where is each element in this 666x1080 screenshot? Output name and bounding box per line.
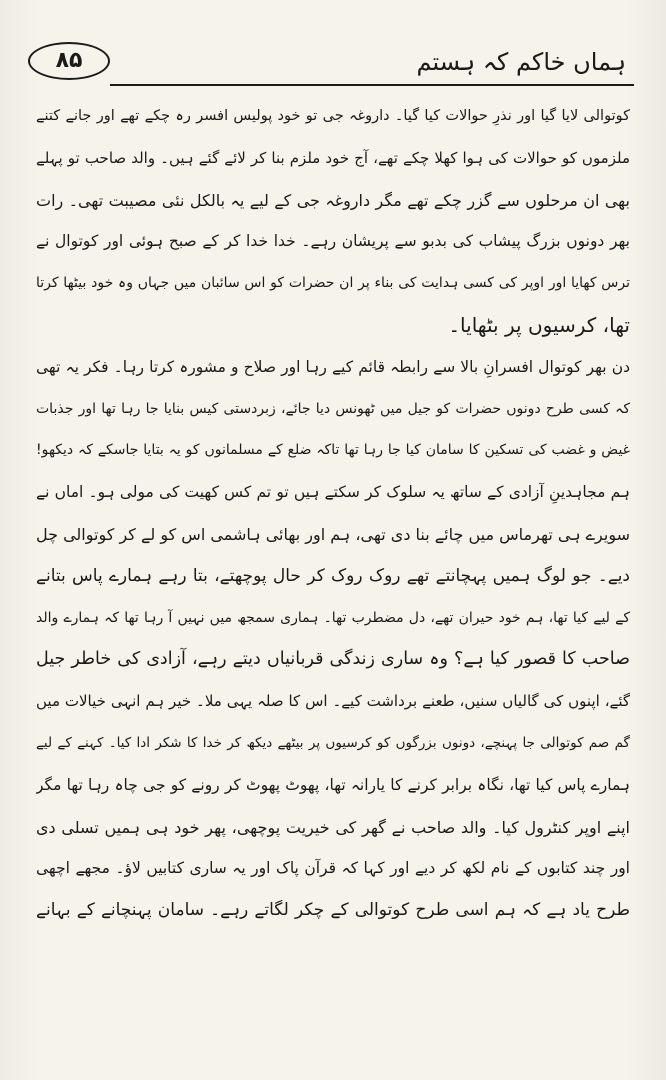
header-rule <box>110 84 634 86</box>
text-line: طرح یاد ہے کہ ہم اسی طرح کوتوالی کے چکر لگاتے رہے۔ سامان پہنچانے کے بہانے <box>36 900 630 921</box>
text-line: گئے، اپنوں کی گالیاں سنیں، طعنے برداشت کیے۔ اس کا صلہ یہی ملا۔ خیر ہم انہی خیالات میں <box>36 692 630 711</box>
text-line: سویرے ہی تھرماس میں چائے بنا دی تھی، ہم اور بھائی ہاشمی اس کو لے کر کوتوالی چل <box>36 524 630 544</box>
text-line: کے لیے کیا تھا، ہم خود حیران تھے، دل مضطرب تھا۔ ہماری سمجھ میں نہیں آ رہا تھا کہ ہمارے والد <box>36 609 630 626</box>
text-line: دیے۔ جو لوگ ہمیں پہچانتے تھے روک روک کر حال پوچھتے، بتا رہے ہمارے پاس بتانے <box>36 565 630 586</box>
text-line: گم صم کوتوالی جا پہنچے، دونوں بزرگوں کو کرسیوں پر بیٹھے دیکھ کر خدا کا شکر ادا کیا۔ کہنے کے لیے <box>36 734 630 751</box>
page-number: ۸۵ <box>55 48 83 73</box>
text-line: دن بھر کوتوال افسرانِ بالا سے رابطہ قائم کیے رہا اور صلاح و مشورہ کرتا رہا۔ فکر یہ تھی <box>36 357 630 376</box>
paragraph-last-line: تھا، کرسیوں پر بٹھایا۔ <box>448 312 630 337</box>
text-line: ہم مجاہدینِ آزادی کے ساتھ یہ سلوک کر سکتے ہیں تو تم کس کھیت کی مولی ہو۔ اماں نے <box>36 483 630 502</box>
text-line: کہ کسی طرح دونوں حضرات کو جیل میں ٹھونس دیا جائے، زبردستی کیس بنایا جا رہا تھا اور جذبات <box>36 400 630 417</box>
text-line: ترس کھایا اور اوپر کی کسی ہدایت کی بناء پر ان حضرات کو اس سائبان میں جہاں وہ خود بیٹھا کرتا <box>36 275 630 292</box>
text-line: اور چند کتابوں کے نام لکھ کر دیے اور کہا کہ قرآن پاک اور یہ ساری کتابیں لاؤ۔ مجھے اچھی <box>36 859 630 878</box>
text-line: بھر دونوں بزرگ پیشاب کی بدبو سے پریشان رہے۔ خدا خدا کر کے صبح ہوئی اور کوتوال نے <box>36 232 630 251</box>
running-title: ہماں خاکم کہ ہستم <box>416 48 626 76</box>
text-line: بھی ان مرحلوں سے گزر چکے تھے مگر داروغہ جی کے لیے یہ بالکل نئی مصیبت تھی۔ رات <box>36 190 630 210</box>
text-line: صاحب کا قصور کیا ہے؟ وہ ساری زندگی قربانیاں دیتے رہے، آزادی کی خاطر جیل <box>36 649 630 670</box>
text-line: کوتوالی لایا گیا اور نذرِ حوالات کیا گیا۔ داروغہ جی تو خود پولیس افسر رہ چکے تھے اور جانے کتنے <box>36 108 630 124</box>
text-line: ملزموں کو حوالات کی ہوا کھلا چکے تھے، آج خود ملزم بنا کر لائے گئے ہیں۔ والد صاحب تو پہلے <box>36 148 630 167</box>
text-line: غیض و غضب کی تسکین کا سامان کیا جا رہا تھا تاکہ ضلع کے مسلمانوں کو یہ بتایا جاسکے کہ دیکھو! <box>36 442 630 459</box>
body-text <box>36 96 630 932</box>
text-line: اپنے اوپر کنٹرول کیا۔ والد صاحب نے گھر کی خیریت پوچھی، پھر خود ہی ہمیں تسلی دی <box>36 817 630 837</box>
page-number-oval <box>28 42 110 80</box>
text-line: ہمارے پاس کیا تھا، نگاہ برابر کرنے کا یارانہ تھا، پھوٹ پھوٹ کر رونے کو جی چاہ رہا تھا مگر <box>36 775 630 794</box>
